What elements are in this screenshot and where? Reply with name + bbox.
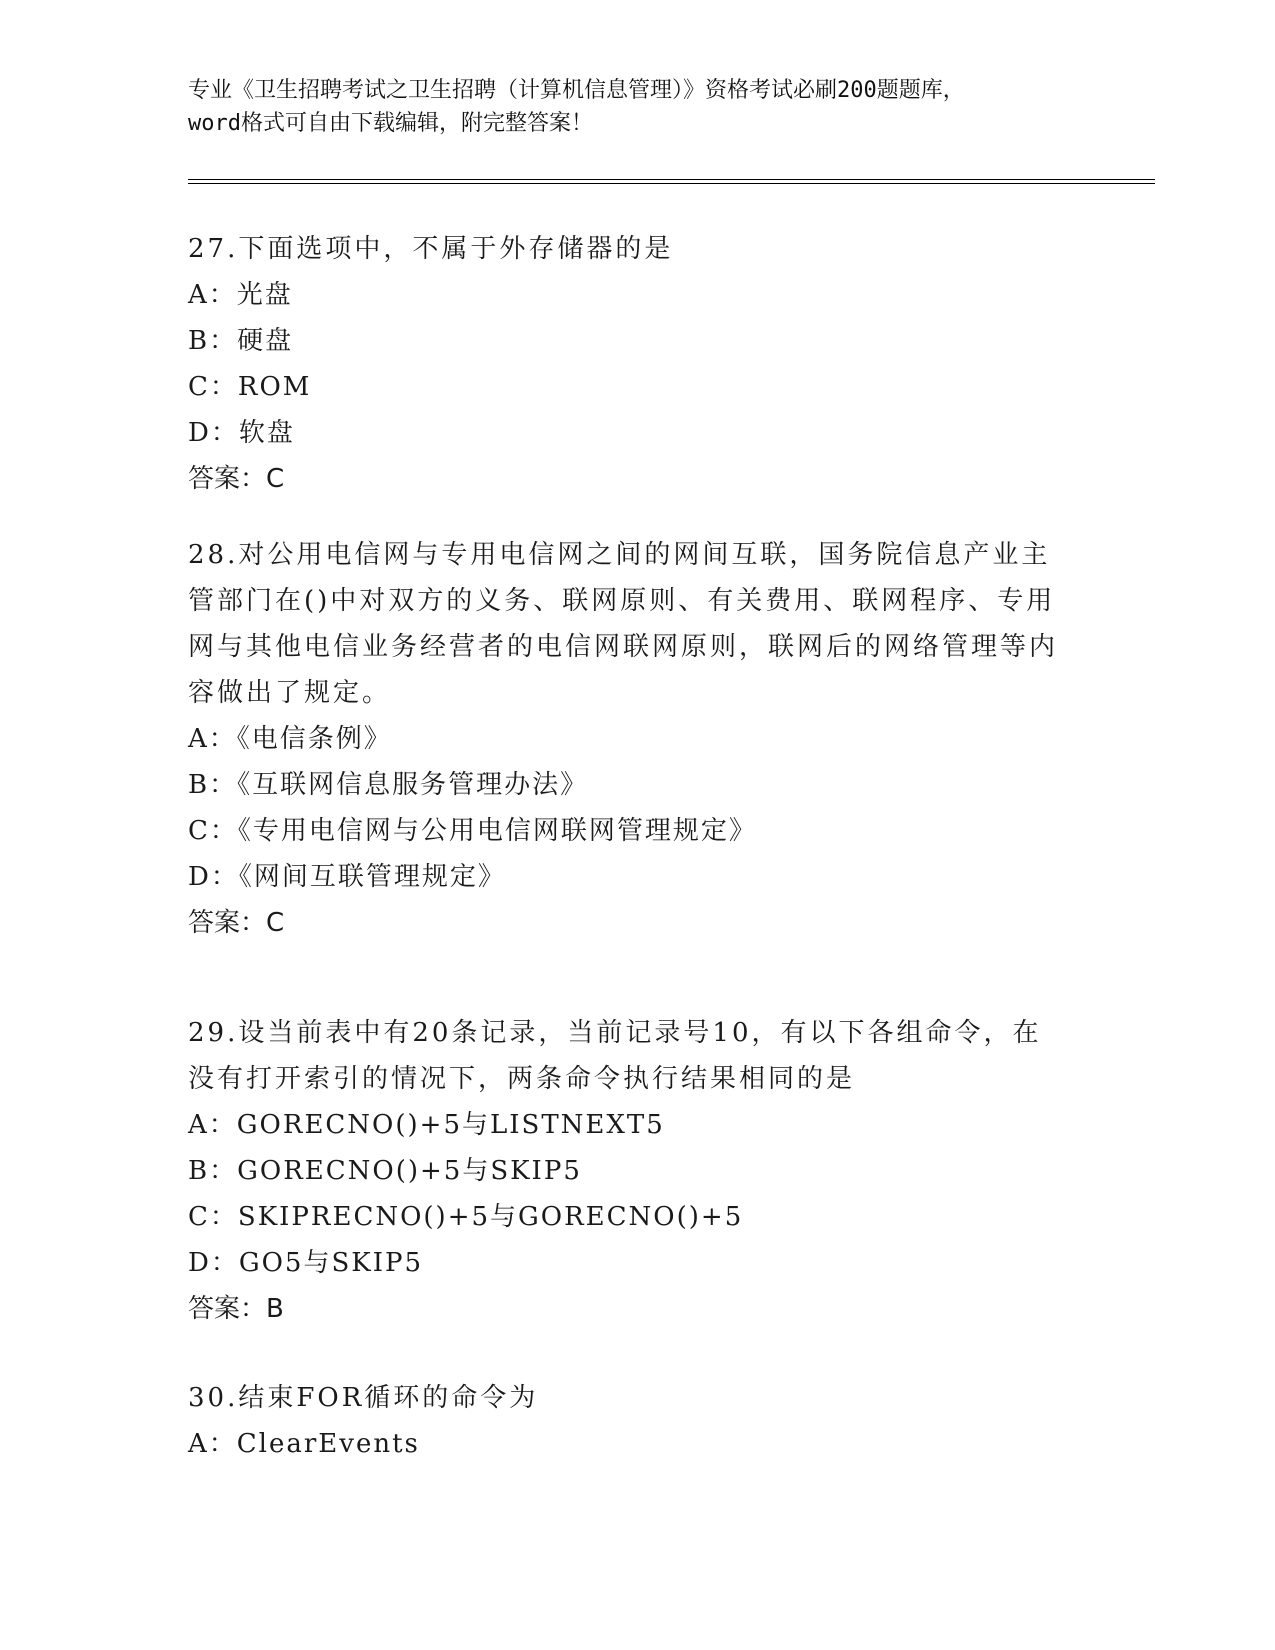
option-c: C：SKIPRECNO()+5与GORECNO()+5 bbox=[188, 1202, 744, 1232]
option-d: D：GO5与SKIP5 bbox=[188, 1248, 424, 1278]
option-a: A：《电信条例》 bbox=[188, 724, 392, 754]
header-divider-bottom bbox=[188, 183, 1155, 184]
document-header bbox=[188, 74, 1088, 140]
question-text: 28.对公用电信网与专用电信网之间的网间互联，国务院信息产业主管部门在()中对双方的义务、联网原则、有关费用、联网程序、专用网与其他电信业务经营者的电信网联网原则，联网后的网络管理等内容做出了规定。 bbox=[188, 540, 1059, 708]
option-d: D：《网间互联管理规定》 bbox=[188, 862, 506, 892]
option-c: C：《专用电信网与公用电信网联网管理规定》 bbox=[188, 816, 757, 846]
header-divider-top bbox=[188, 179, 1155, 180]
question-text: 27.下面选项中，不属于外存储器的是 bbox=[188, 234, 674, 264]
option-c: C：ROM bbox=[188, 372, 312, 402]
option-a: A：GORECNO()+5与LISTNEXT5 bbox=[188, 1110, 665, 1140]
option-b: B：硬盘 bbox=[188, 326, 294, 356]
option-a: A：光盘 bbox=[188, 280, 293, 310]
option-b: B：GORECNO()+5与SKIP5 bbox=[188, 1156, 582, 1186]
option-b: B：《互联网信息服务管理办法》 bbox=[188, 770, 589, 800]
question-29 bbox=[188, 1010, 1068, 1332]
answer: 答案：B bbox=[188, 1294, 284, 1324]
question-text: 29.设当前表中有20条记录，当前记录号10，有以下各组命令，在没有打开索引的情况下，两条命令执行结果相同的是 bbox=[188, 1018, 1042, 1094]
question-text: 30.结束FOR循环的命令为 bbox=[188, 1383, 539, 1413]
option-d: D：软盘 bbox=[188, 418, 295, 448]
answer: 答案：C bbox=[188, 908, 285, 938]
question-27 bbox=[188, 226, 1088, 502]
option-a: A：ClearEvents bbox=[188, 1429, 420, 1459]
header-line-1: 专业《卫生招聘考试之卫生招聘（计算机信息管理）》资格考试必刷200题题库， bbox=[188, 78, 965, 103]
question-28 bbox=[188, 532, 1068, 946]
header-line-2: word格式可自由下载编辑，附完整答案！ bbox=[188, 111, 593, 136]
answer: 答案：C bbox=[188, 464, 285, 494]
question-30 bbox=[188, 1375, 1088, 1467]
